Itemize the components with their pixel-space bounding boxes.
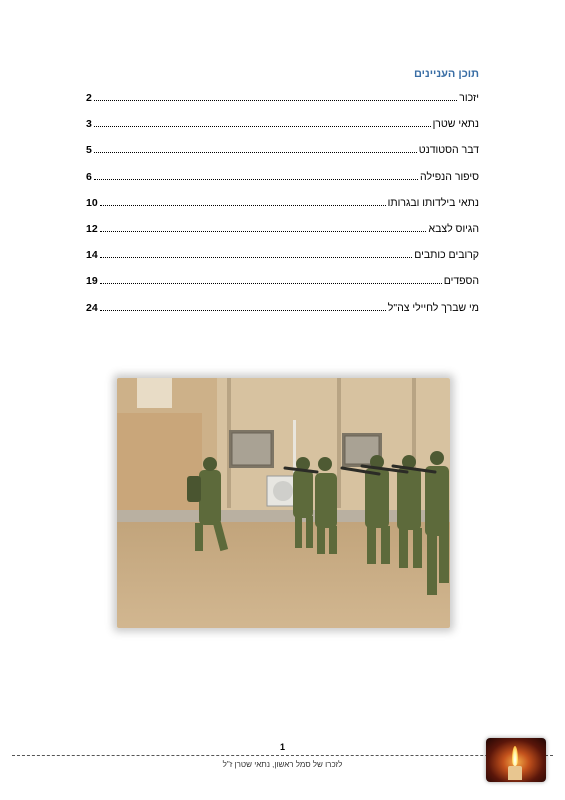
toc-entry[interactable] xyxy=(86,144,479,170)
toc-title: תוכן העניינים xyxy=(413,68,479,80)
toc-entry-label: נתאי שטרן xyxy=(432,118,479,131)
candle-wax xyxy=(508,766,522,780)
footer-divider xyxy=(12,755,553,756)
toc-page-number: 6 xyxy=(86,170,92,183)
toc-leader-dots xyxy=(100,230,427,232)
toc-leader-dots xyxy=(94,178,418,180)
memorial-candle-icon xyxy=(486,738,546,782)
toc-entry[interactable] xyxy=(86,118,479,144)
toc-entry-label: נתאי בילדותו ובגרותו xyxy=(387,196,479,209)
toc-page-number: 5 xyxy=(86,144,92,157)
toc-entry[interactable] xyxy=(86,92,479,118)
table-of-contents xyxy=(86,92,479,328)
flame-icon xyxy=(512,746,518,766)
toc-page-number: 14 xyxy=(86,249,98,262)
toc-entry-label: סיפור הנפילה xyxy=(420,170,479,183)
toc-page-number: 24 xyxy=(86,301,98,314)
toc-leader-dots xyxy=(100,282,442,284)
toc-leader-dots xyxy=(94,125,431,127)
toc-entry[interactable] xyxy=(86,223,479,249)
toc-leader-dots xyxy=(94,151,417,153)
toc-entry-label: הגיוס לצבא xyxy=(428,222,479,235)
page-number: 1 xyxy=(279,742,285,752)
toc-entry[interactable] xyxy=(86,302,479,328)
toc-entry-label: דבר הסטודנט xyxy=(418,144,479,157)
toc-entry-label: מי שברך לחיילי צה"ל xyxy=(387,301,479,314)
toc-entry-label: קרובים כותבים xyxy=(414,249,479,262)
toc-page-number: 3 xyxy=(86,118,92,131)
toc-leader-dots xyxy=(100,204,386,206)
toc-entry[interactable] xyxy=(86,249,479,275)
footer-dedication: לזכרו של סמל ראשון, נתאי שטרן ז"ל xyxy=(222,760,343,769)
toc-page-number: 12 xyxy=(86,222,98,235)
toc-entry[interactable] xyxy=(86,197,479,223)
toc-leader-dots xyxy=(100,256,413,258)
toc-entry-label: יזכור xyxy=(459,92,479,104)
toc-entry[interactable] xyxy=(86,275,479,301)
toc-page-number: 19 xyxy=(86,275,98,288)
toc-page-number: 10 xyxy=(86,196,98,209)
toc-leader-dots xyxy=(100,309,386,311)
toc-entry-label: הספדים xyxy=(443,275,479,288)
toc-leader-dots xyxy=(94,99,457,101)
toc-page-number: 2 xyxy=(86,92,92,104)
soldiers-training-photo xyxy=(117,378,450,628)
toc-entry[interactable] xyxy=(86,171,479,197)
